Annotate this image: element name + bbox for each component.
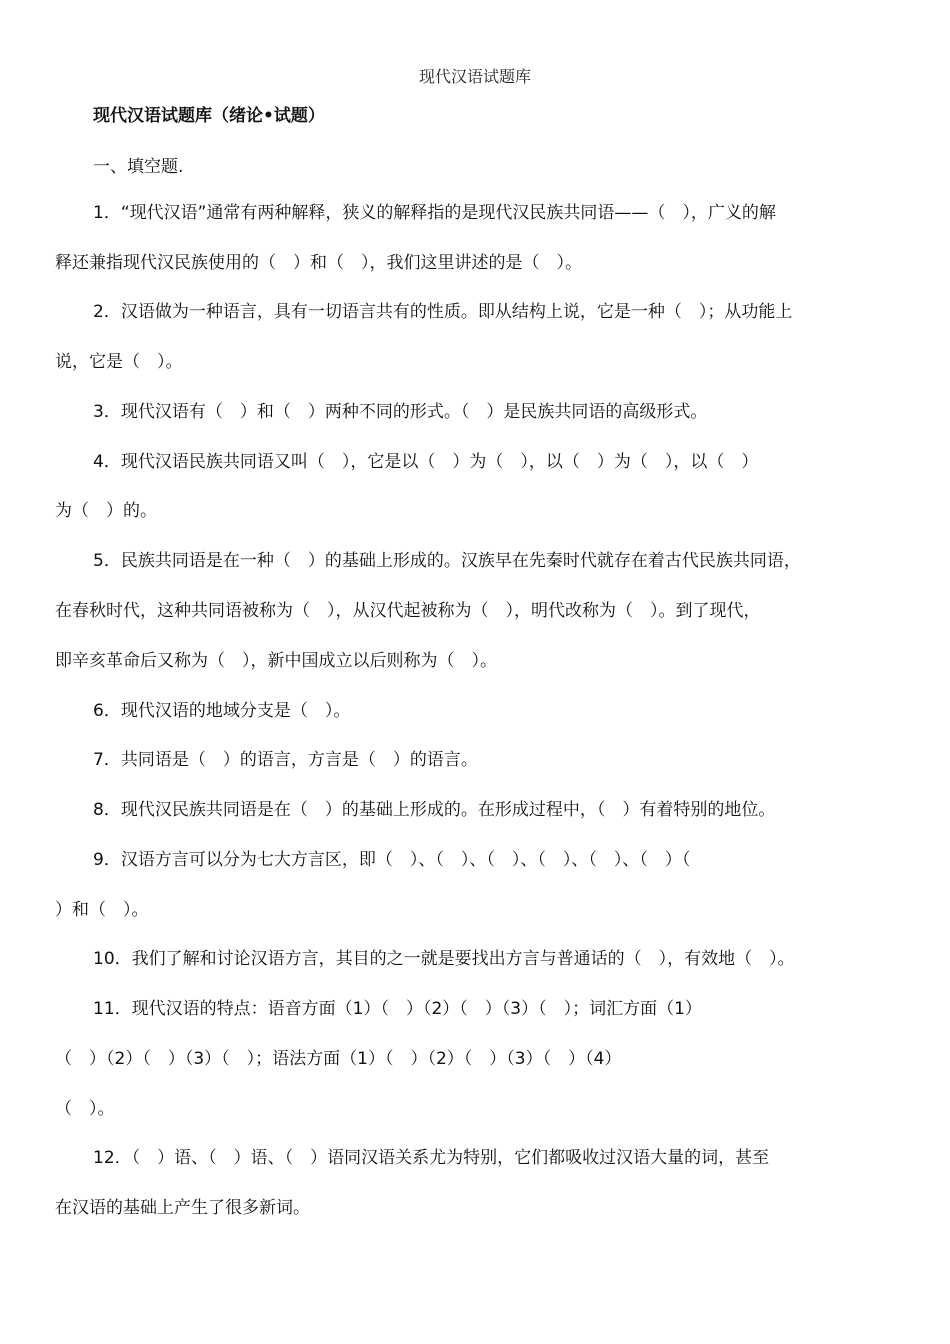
question-line: 为（ ）的。 xyxy=(55,501,157,521)
question-line: 在汉语的基础上产生了很多新词。 xyxy=(55,1198,310,1218)
question-line: 12．（ ）语、（ ）语、（ ）语同汉语关系尤为特别，它们都吸收过汉语大量的词，甚至 xyxy=(93,1148,770,1168)
question-line: 在春秋时代，这种共同语被称为（ ），从汉代起被称为（ ），明代改称为（ ）。到了现代， xyxy=(55,601,761,621)
question-line: 11．现代汉语的特点：语音方面（1）（ ）（2）（ ）（3）（ ）；词汇方面（1） xyxy=(93,999,702,1019)
question-line: 9．汉语方言可以分为七大方言区，即（ ）、（ ）、（ ）、（ ）、（ ）、（ ）（ xyxy=(93,850,691,870)
question-line: 5．民族共同语是在一种（ ）的基础上形成的。汉族早在先秦时代就存在着古代民族共同语， xyxy=(93,551,801,571)
question-line: 释还兼指现代汉民族使用的（ ）和（ ），我们这里讲述的是（ ）。 xyxy=(55,253,582,273)
question-line: 4．现代汉语民族共同语又叫（ ），它是以（ ）为（ ），以（ ）为（ ），以（ ） xyxy=(93,452,759,472)
page-header: 现代汉语试题库 xyxy=(418,67,531,86)
question-line: 10．我们了解和讨论汉语方言，其目的之一就是要找出方言与普通话的（ ），有效地（ ）。 xyxy=(93,949,795,969)
question-line: 8．现代汉民族共同语是在（ ）的基础上形成的。在形成过程中，（ ）有着特别的地位。 xyxy=(93,800,776,820)
question-line: 6．现代汉语的地域分支是（ ）。 xyxy=(93,701,351,721)
question-line: （ ）（2）（ ）（3）（ ）；语法方面（1）（ ）（2）（ ）（3）（ ）（4） xyxy=(55,1049,622,1069)
question-line: 1．“现代汉语”通常有两种解释，狭义的解释指的是现代汉民族共同语——（ ），广义的解 xyxy=(93,203,776,223)
question-line: 3．现代汉语有（ ）和（ ）两种不同的形式。（ ）是民族共同语的高级形式。 xyxy=(93,402,708,422)
question-line: （ ）。 xyxy=(55,1099,115,1119)
question-line: 即辛亥革命后又称为（ ），新中国成立以后则称为（ ）。 xyxy=(55,651,497,671)
document-title: 现代汉语试题库（绪论•试题） xyxy=(93,106,325,126)
question-line: 7．共同语是（ ）的语言，方言是（ ）的语言。 xyxy=(93,750,478,770)
question-line: ）和（ ）。 xyxy=(55,900,149,920)
section-heading: 一、填空题. xyxy=(93,157,184,177)
question-line: 2．汉语做为一种语言，具有一切语言共有的性质。即从结构上说，它是一种（ ）；从功能上 xyxy=(93,302,793,322)
question-line: 说，它是（ ）。 xyxy=(55,352,183,372)
